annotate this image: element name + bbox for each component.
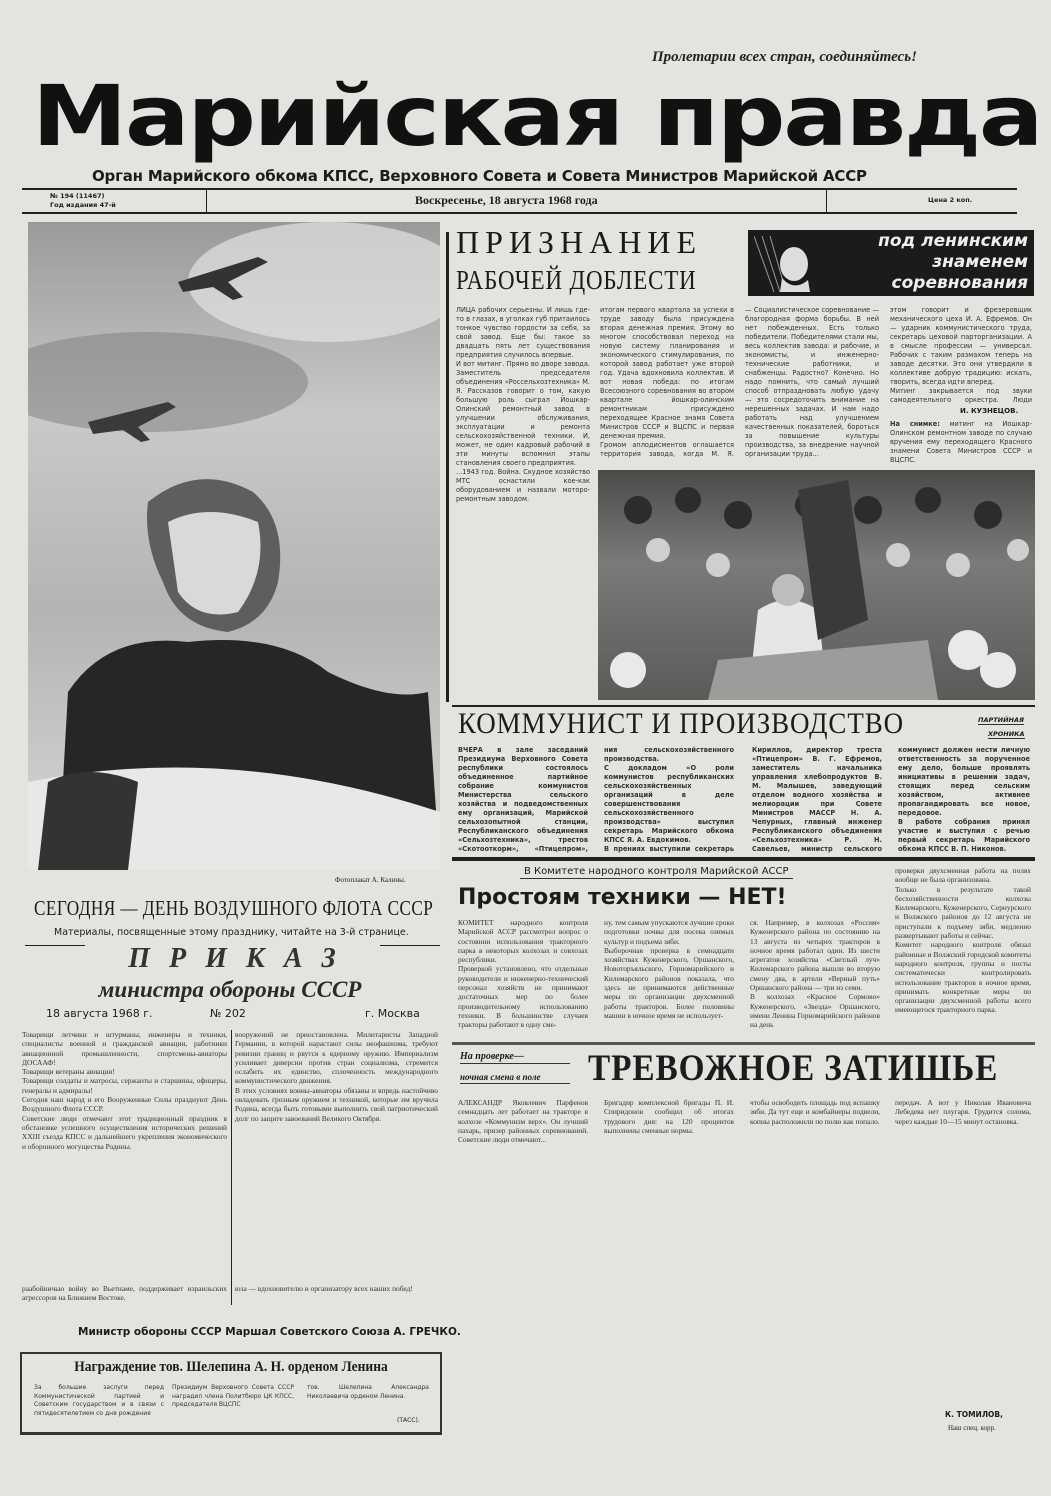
issue-year: Год издания 47-й [50, 201, 116, 209]
recognition-column: — Социалистическое соревнование — благородная форма борьбы. В ней нет побежденных. Есть только победители. Победителями стали мы, весь коллектив завода: и рабочие, и экономисты, и инженерно-технические работники, и снабженцы. Радостно? Конечно. Но надо помнить, что самый лучший способ отпраздновать любую удачу — это сосредоточить внимание на нерешенных задачах. И нам надо работать над улучшением качественных показателей, бороться за повышение культуры производства, за внедрение научной организации труда... [745, 306, 879, 458]
control-column: ну, тем самым упускаются лучшие сроки подготовки почвы для посева озимых культур и подъема зяби. Выборочная проверка в семнадцати хозяйствах Куженерского, Оршанского, Новоторъяльского, Горномарийского и Килемарского районов показала, что здесь не принимаются действенные меры по организации двухсменной работы тракторов. Более половины машин в ночное время не использует- [604, 918, 734, 1020]
rubric-chronicle: ХРОНИКА [988, 730, 1025, 738]
order-number: № 202 [210, 1007, 246, 1020]
alarm-column: передач. А вот у Николая Ивановича Лебедева нет плугаря. Грудится солома, через каждые 10—15 минут остановка. [895, 1098, 1031, 1126]
divider [452, 857, 1035, 861]
slogan: Пролетарии всех стран, соединяйтесь! [652, 49, 917, 65]
award-column: тов. Шелепина Александра Николаевича орденом Ленина. [307, 1384, 429, 1400]
lenin-portrait-icon [754, 236, 814, 292]
masthead-subtitle: Орган Марийского обкома КПСС, Верховного Совета и Совета Министров Марийской АССР [92, 167, 867, 185]
divider [25, 945, 85, 946]
divider [826, 190, 827, 212]
divider [380, 945, 440, 946]
recognition-author: И. КУЗНЕЦОВ. [960, 407, 1019, 415]
recognition-column: итогам первого квартала за успехи в труде заводу была присуждена вторая денежная премия. Этому во многом способствовал переход на новую систему планирования и экономического стимулирования, по которой завод работает уже второй год. Удача вдохновила коллектив. И вот новая победа: по итогам Всесоюзного соревнования во втором квартале йошкар-олинским ремонтникам присуждено переходящее Красное знамя Совета Министров СССР и ВЦСПС и первая денежная премия. Громом аплодисментов оглашается территория завода, когда М. Я. [600, 306, 734, 458]
issue-date: Воскресенье, 18 августа 1968 года [415, 193, 598, 207]
alarm-column: чтобы освободить площадь под вспашку зяби. Да тут еще и комбайнеры подвели, копны расположили по полю как попало. [750, 1098, 880, 1126]
order-column: Товарищи летчики и штурманы, инженеры и техники, специалисты военной и гражданской авиации, работники авиационной промышленности, спортсмены-авиаторы ДОСААФ! Товарищи ветераны авиации! Товарищи солдаты и матросы, сержанты и старшины, офицеры, генералы и адмиралы! Сегодня наш народ и его Вооруженные Силы празднуют День Воздушного Флота СССР. Советские люди отмечают этот традиционный праздник в обстановке успешного осуществления исторических решений XXIII съезда КПСС и дальнейшего укрепления экономического и оборонного могущества Родины. [22, 1030, 227, 1151]
alarm-headline: ТРЕВОЖНОЕ ЗАТИШЬЕ [588, 1048, 999, 1089]
communist-column: ВЧЕРА в зале заседаний Президиума Верховного Совета республики состоялось объединенное партийное собрание коммунистов Министерства сельского хозяйства и подведомственных ему организаций, Марийской сельхозопытной станции, Республиканского объединения «Сельхозтехника», трестов «Скотооткорм», «Птицепром», [458, 746, 588, 853]
award-column: За большие заслуги перед Коммунистической партией и Советским государством и в связи с пятидесятилетием со дня рождения [34, 1384, 164, 1417]
order-subtitle: министра обороны СССР [98, 977, 362, 1002]
competition-banner [748, 230, 1034, 296]
control-rubric: В Комитете народного контроля Марийской АССР [520, 866, 793, 879]
divider [446, 232, 449, 702]
award-box [20, 1352, 442, 1435]
alarm-author-role: Наш спец. корр. [948, 1424, 996, 1432]
alarm-rubric-1: На проверке— [460, 1050, 570, 1064]
price: Цена 2 коп. [928, 196, 973, 204]
banner-line-1: под ленинским [878, 231, 1028, 251]
communist-column: ния сельскохозяйственного производства. С докладом «О роли коммунистов республиканских сельскохозяйственных организаций в деле совершенствования сельскохозяйственного производства» выступил секретарь Марийского обкома КПСС Я. А. Евдокимов. В прениях выступили секретарь [604, 746, 734, 853]
rubric-party: ПАРТИЙНАЯ [978, 716, 1025, 724]
control-column: ся. Например, в колхозах «Россия» Куженерского района по состоянию на 13 августа из четырех тракторов в ночное время работал один. Из шести агрегатов хозяйства «Светлый луч» Килемарского района вышли во вторую смену два, в артели «Верный путь» Оршанского района — три из семи. В колхозах «Красное Сормово» Куженерского, «Звезда» Оршанского, имени Ленина Горномарийского районов на день [750, 918, 880, 1030]
communist-headline: КОММУНИСТ И ПРОИЗВОДСТВО [458, 707, 905, 740]
order-title: П Р И К А З [128, 943, 342, 974]
recognition-headline-2: РАБОЧЕЙ ДОБЛЕСТИ [456, 265, 697, 295]
order-closing: юза — вдохновителю и организатору всех наших побед! [235, 1284, 413, 1293]
order-date: 18 августа 1968 г. [46, 1007, 153, 1020]
divider [206, 190, 207, 212]
communist-column: Кириллов, директор треста «Птицепром» В. Г. Ефремов, заместитель начальника управления хлебопродуктов В. М. Малышев, заведующий отделом водного хозяйства и мелиорации при Совете Министров МАССР Н. А. Чепурных, главный инженер Республиканского объединения «Сельхозтехника» Р. Н. Савельев, министр сельского [752, 746, 882, 853]
communist-column: коммунист должен нести личную ответственность за порученное ему дело, больше проявлять инициативы в решении задач, стоящих перед сельским хозяйством, активнее пропагандировать все новое, передовое. В работе собрания принял участие и выступил с речью первый секретарь Марийского обкома КПСС В. П. Никонов. [898, 746, 1030, 853]
air-fleet-subhead: Материалы, посвященные этому празднику, читайте на 3-й странице. [54, 927, 409, 938]
divider [231, 1030, 232, 1305]
issue-number: № 194 (11467) [50, 192, 105, 200]
photo-caption-text: митинг на Йошкар-Олинском ремонтном заводе по случаю вручения ему переходящего Красного знамени Совета Министров СССР и ВЦСПС. [890, 420, 1032, 464]
alarm-author: К. ТОМИЛОВ, [945, 1410, 1003, 1419]
award-column: Президиум Верховного Совета СССР наградил члена Политбюро ЦК КПСС, председателя ВЦСПС [172, 1384, 294, 1408]
award-headline: Награждение тов. Шелепина А. Н. орденом Ленина [74, 1359, 388, 1375]
divider [22, 188, 1017, 190]
order-closing: раабойничью войну во Вьетнаме, поддерживает израильских агрессоров на Ближнем Востоке. [22, 1284, 227, 1303]
order-signature: Министр обороны СССР Маршал Советского Союза А. ГРЕЧКО. [78, 1326, 461, 1338]
recognition-column: ЛИЦА рабочих серьезны. И лишь где-то в глазах, в уголках губ притаилось тонкое чувство гордости за себя, за свой завод. Еще бы: такое за двадцать пять лет существования предприятия случилось впервые. И вот митинг. Прямо во дворе завода. Заместитель председателя объединения «Россельхозтехника» М. Я. Рассказов говорит о том, какую большую роль сыграл Йошкар-Олинский ремонтный завод в улучшении обслуживания, эксплуатации и ремонта сельскохозяйственной техники. И, может, не один кадровый рабочий в эти минуты вспомнил этапы становления своего предприятия. ...1943 год. Война. Скудное хозяйство МТС оснастили кое-как оборудованием и назвали моторо-ремонтным заводом. [456, 306, 590, 503]
recognition-column: этом говорит и фрезеровщик механического цеха И. А. Ефремов. Он — ударник коммунистического труда, секретарь цеховой парторганизации. А в смысле профессии — универсал. Рабочих с таким размахом теперь на заводе десятки. Это они утвердили в коллективе добрую традицию: искать, творить, всегда идти вперед. Митинг закрывается под звуки самодеятельного оркестра. Люди [890, 306, 1032, 404]
alarm-column: Бригадир комплексной бригады П. И. Спиридонов сообщил об итогах трудового дня: на 120 процентов выполнены сменные нормы. [604, 1098, 734, 1135]
photo-caption [890, 420, 1032, 465]
order-column: вооружений не приостановлена. Милитаристы Западной Германии, в которой нарастают силы неофашизма, требуют ревизии границ и рвутся к ядерному оружию. Империализм усиливает диверсии против стран социализма, стремится ослабить их единство, сплоченность международного коммунистического движения. В этих условиях воины-авиаторы обязаны и впредь настойчиво овладевать грозным оружием и техникой, которые им вручила Родина, всегда быть готовыми выполнить свой патриотический долг по защите завоеваний Великого Октября. [235, 1030, 438, 1123]
control-column: КОМИТЕТ народного контроля Марийской АССР рассмотрел вопрос о состоянии использования тракторного парка в некоторых колхозах и совхозах республики. Проверкой установлено, что отдельные руководители и инженерно-технический персонал хозяйств не принимают достаточных мер по более производительному использованию техники. В большинстве случаев тракторы работают в одну сме- [458, 918, 588, 1030]
newspaper-title: Марийская правда [32, 67, 1042, 165]
rally-photo [598, 470, 1035, 700]
divider [22, 212, 1017, 214]
award-source: (ТАСС). [397, 1417, 420, 1424]
divider [452, 1042, 1035, 1045]
pilot-photo [28, 222, 440, 870]
banner-line-2: знаменем [932, 252, 1028, 272]
air-fleet-headline: СЕГОДНЯ — ДЕНЬ ВОЗДУШНОГО ФЛОТА СССР [34, 896, 434, 920]
banner-line-3: соревнования [891, 273, 1028, 293]
order-place: г. Москва [365, 1007, 420, 1020]
alarm-column: АЛЕКСАНДР Яковлевич Парфенов семнадцать лет работает на тракторе в колхозе «Коммунизм верх». Он лучший пахарь, призер районных соревнований. Советские люди отмечают... [458, 1098, 588, 1145]
photo-credit: Фотоплакат А. Калины. [335, 876, 406, 884]
alarm-rubric-2: ночная смена в поле [460, 1071, 570, 1084]
control-headline: Простоям техники — НЕТ! [458, 885, 787, 910]
recognition-headline: ПРИЗНАНИЕ [456, 224, 703, 260]
photo-caption-label: На снимке: [890, 420, 940, 428]
control-column: проверки двухсменная работа на полях вообще не была организована. Только в результате такой бесхозяйственности колхозы Килемарского, Куженерского, Сернурского и Волжского районов до 12 августа не приступали к подъему зяби, медленно развертывают работы и сейчас. Комитет народного контроля обязал районные и Волжский городской комитеты народного контроля, группы и посты систематически контролировать использование тракторов в ночное время, принимать конкретные меры по организации двухсменной работы всего имеющегося тракторного парка. [895, 866, 1031, 1015]
